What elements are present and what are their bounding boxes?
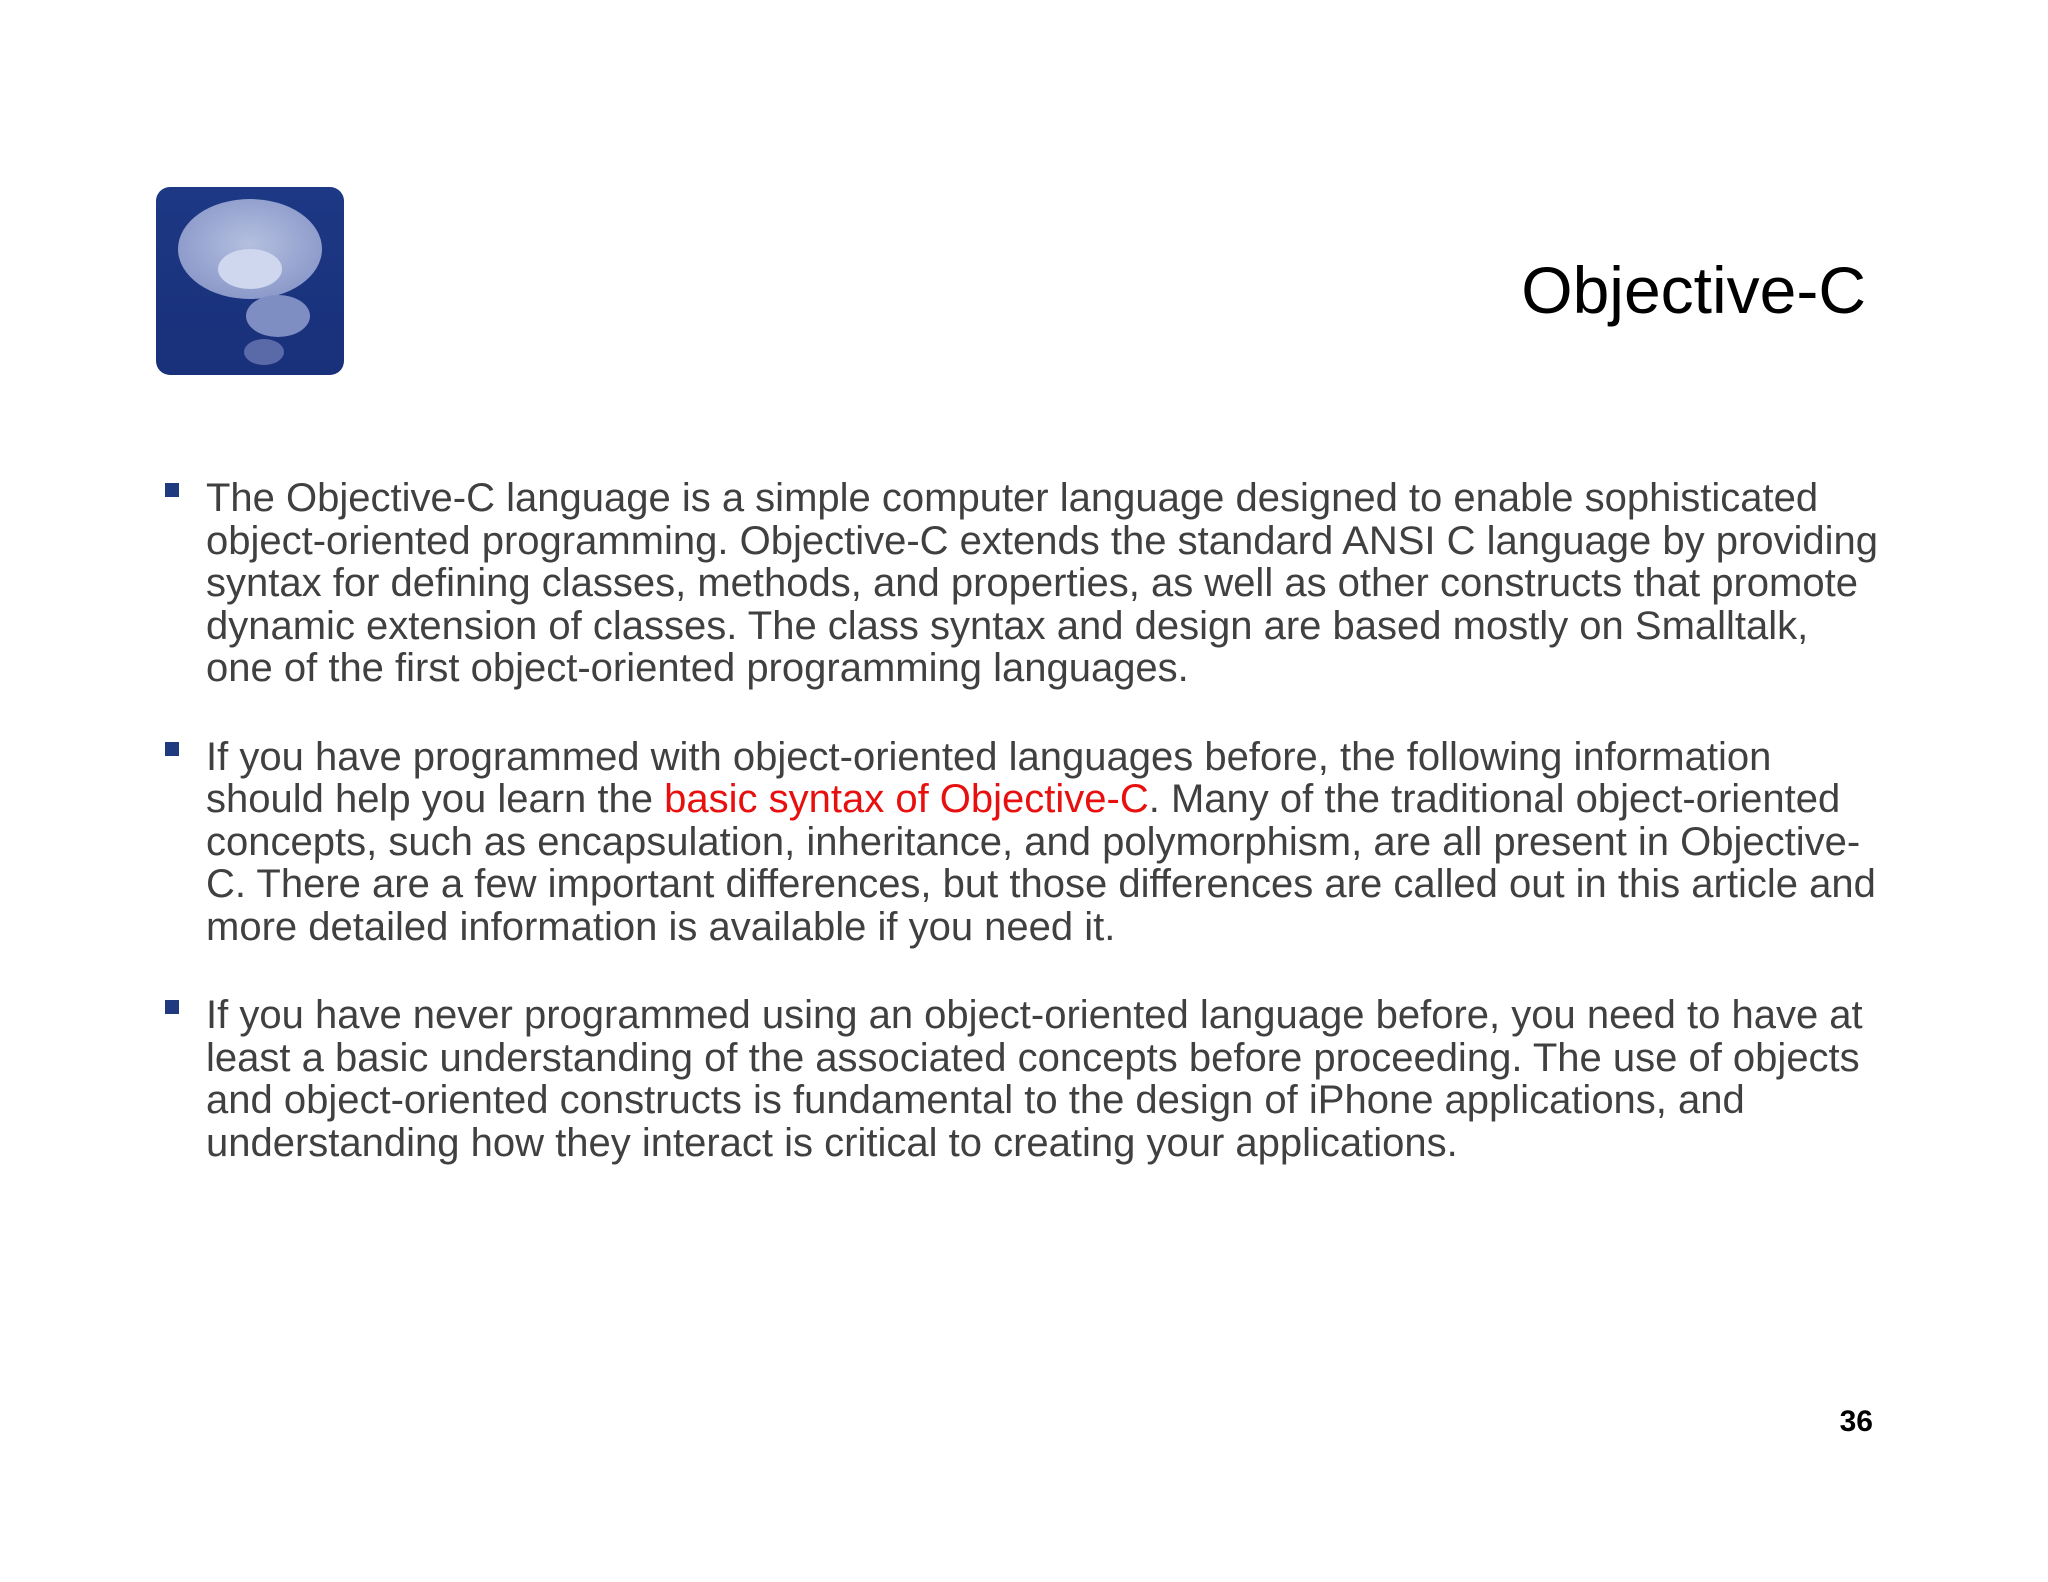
slide-title: Objective-C <box>1521 253 1866 327</box>
bullet-item <box>164 994 1884 1164</box>
square-bullet-icon <box>165 1000 179 1014</box>
square-bullet-icon <box>165 483 179 497</box>
bullet-list <box>164 477 1884 1210</box>
page-number: 36 <box>1839 1405 1873 1438</box>
bullet-text: If you have never programmed using an object-oriented language before, you need to have at least a basic understanding of the associated concepts before proceeding. The use of objects and object-oriented constructs is fundamental to the design of iPhone applications, and understanding how they interact is critical to creating your applications. <box>206 993 1863 1165</box>
bullet-text <box>206 736 1884 949</box>
highlighted-phrase: basic syntax of Objective-C <box>664 777 1149 821</box>
bullet-text-before: If you have programmed with object-oriented languages before, the following information should help you learn the <box>206 734 1772 821</box>
bullet-item <box>164 477 1884 690</box>
bullet-text: The Objective-C language is a simple computer language designed to enable sophisticated object-oriented programming. Objective-C extends the standard ANSI C language by providing syntax for defining classes, methods, and properties, as well as other constructs that promote dynamic extension of classes. The class syntax and design are based mostly on Smalltalk, one of the first object-oriented programming languages. <box>206 476 1879 690</box>
bullet-item <box>164 736 1884 949</box>
bullet-text-after: . Many of the traditional object-oriented concepts, such as encapsulation, inheritance, and polymorphism, are all present in Objective-C. There are a few important differences, but those differences are called out in this article and more detailed information is available if you need it. <box>206 777 1876 949</box>
square-bullet-icon <box>165 742 179 756</box>
thought-bubble-icon <box>156 187 344 375</box>
